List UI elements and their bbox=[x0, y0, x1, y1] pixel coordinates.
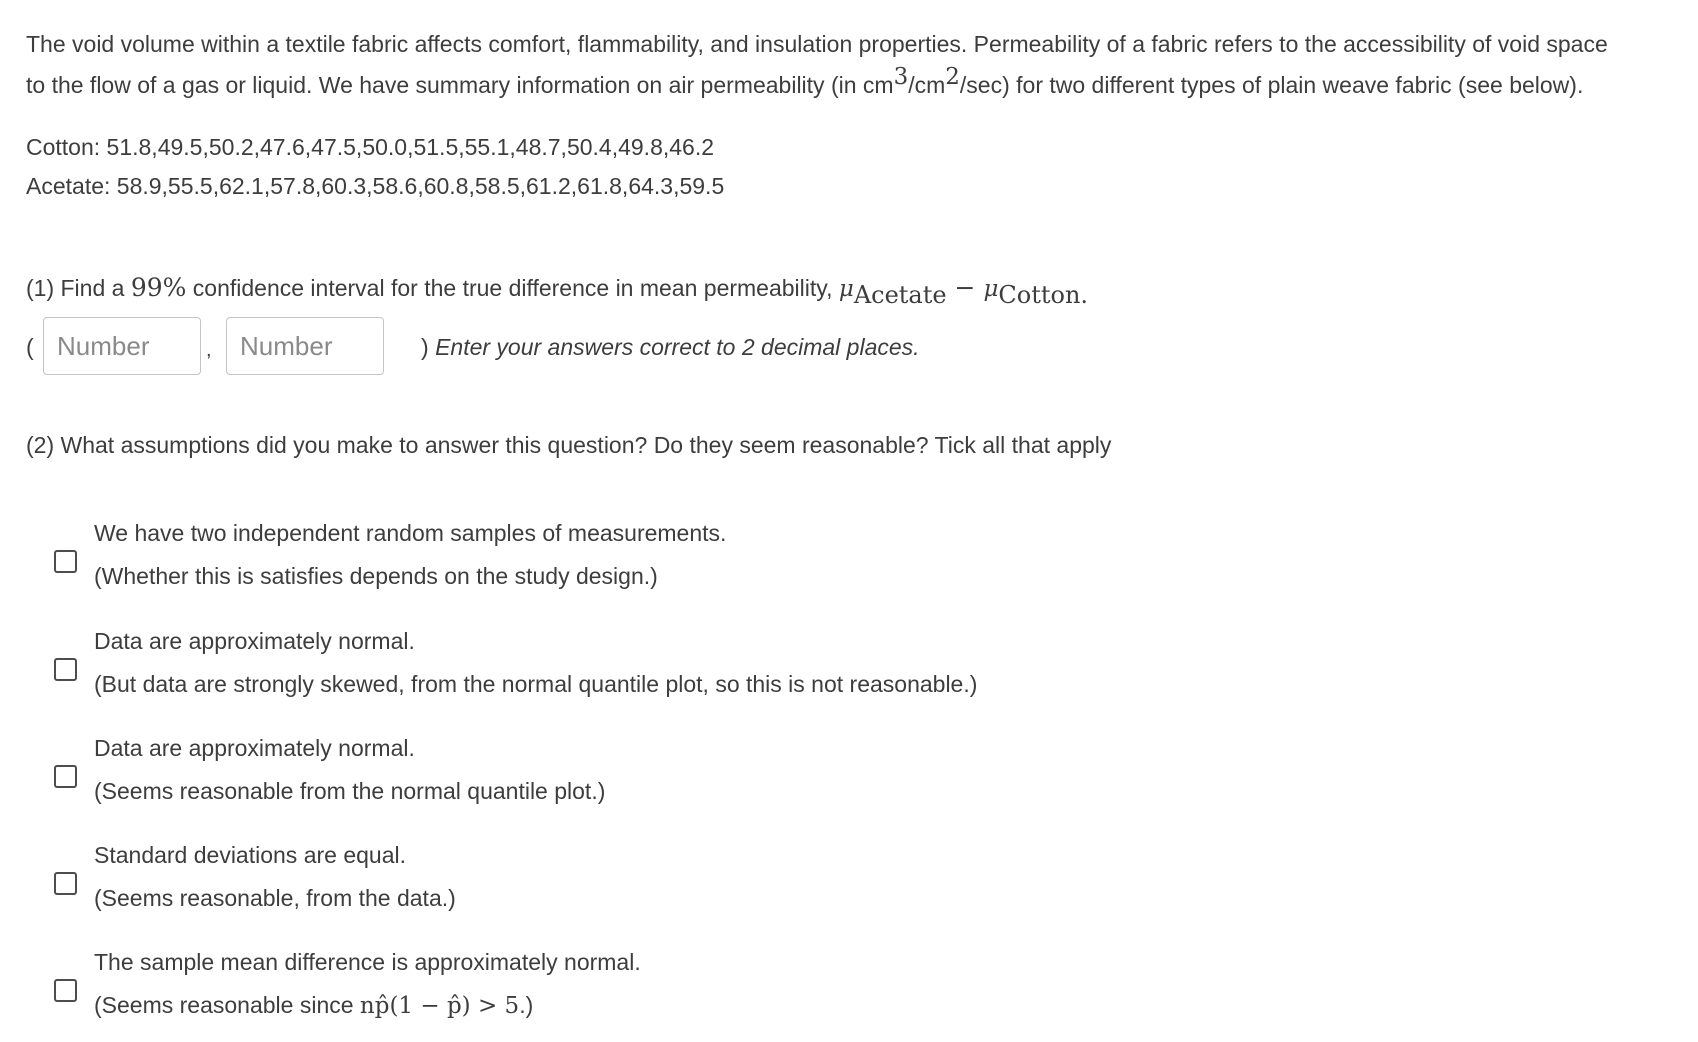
checkbox-mean-difference-normal[interactable] bbox=[54, 979, 77, 1002]
option-title: We have two independent random samples of measurements. bbox=[94, 520, 727, 546]
option-independent-samples[interactable] bbox=[26, 518, 1226, 608]
checkbox-normal-reasonable[interactable] bbox=[54, 765, 77, 788]
confidence-level: 99% bbox=[130, 273, 187, 302]
intro-line-1: The void volume within a textile fabric affects comfort, flammability, and insulation properties. Permeability of a fabric refers to the accessibility of void space bbox=[26, 31, 1608, 57]
acetate-subscript: Acetate bbox=[853, 281, 947, 309]
option-normal-skewed[interactable] bbox=[26, 626, 1226, 716]
acetate-data: Acetate: 58.9,55.5,62.1,57.8,60.3,58.6,60.8,58.5,61.2,61.8,64.3,59.5 bbox=[26, 173, 725, 199]
interval-answer-row bbox=[26, 317, 1226, 379]
option-equal-sd[interactable] bbox=[26, 840, 1226, 930]
mu-cotton-symbol: μ bbox=[983, 276, 999, 302]
option-note-math: np̂(1 − p̂) > 5 bbox=[359, 993, 520, 1019]
intro-line-2-start: to the flow of a gas or liquid. We have summary information on air permeability (in cm bbox=[26, 72, 894, 98]
option-note bbox=[94, 990, 533, 1021]
option-note-suffix: .) bbox=[519, 992, 534, 1018]
decimal-places-hint: Enter your answers correct to 2 decimal places. bbox=[435, 334, 920, 360]
option-title: Data are approximately normal. bbox=[94, 735, 415, 761]
intro-line-2-end: /sec) for two different types of plain weave fabric (see below). bbox=[959, 72, 1584, 98]
checkbox-normal-skewed[interactable] bbox=[54, 658, 77, 681]
mu-acetate-symbol: μ bbox=[838, 276, 854, 302]
lower-bound-input[interactable] bbox=[43, 317, 201, 375]
close-paren: ) bbox=[421, 334, 429, 360]
comma-separator: , bbox=[206, 339, 212, 361]
square-superscript: 2 bbox=[945, 64, 960, 90]
question-2: (2) What assumptions did you make to answer this question? Do they seem reasonable? Tick all that apply bbox=[26, 432, 1112, 458]
option-title: The sample mean difference is approximately normal. bbox=[94, 949, 641, 975]
option-note: (Seems reasonable, from the data.) bbox=[94, 885, 456, 911]
option-note: (Seems reasonable from the normal quantile plot.) bbox=[94, 778, 606, 804]
checkbox-independent-samples[interactable] bbox=[54, 550, 77, 573]
question-1 bbox=[26, 270, 1088, 307]
cotton-subscript: Cotton bbox=[998, 281, 1081, 309]
question-1-prefix: (1) Find a bbox=[26, 275, 131, 301]
option-mean-difference-normal[interactable] bbox=[26, 947, 1226, 1037]
intro-line-2-mid: /cm bbox=[908, 72, 946, 98]
upper-bound-input[interactable] bbox=[226, 317, 384, 375]
option-title: Data are approximately normal. bbox=[94, 628, 415, 654]
intro-paragraph bbox=[26, 24, 1686, 106]
cotton-data: Cotton: 51.8,49.5,50.2,47.6,47.5,50.0,51.5,55.1,48.7,50.4,49.8,46.2 bbox=[26, 134, 715, 160]
option-normal-reasonable[interactable] bbox=[26, 733, 1226, 823]
open-paren: ( bbox=[26, 334, 34, 360]
option-title: Standard deviations are equal. bbox=[94, 842, 406, 868]
answer-hint bbox=[421, 334, 920, 361]
checkbox-equal-sd[interactable] bbox=[54, 872, 77, 895]
option-note: (But data are strongly skewed, from the normal quantile plot, so this is not reasonable.) bbox=[94, 671, 978, 697]
question-1-period: . bbox=[1080, 281, 1089, 309]
option-note-prefix: (Seems reasonable since bbox=[94, 992, 360, 1018]
cubic-superscript: 3 bbox=[893, 64, 909, 90]
question-1-middle: confidence interval for the true difference in mean permeability, bbox=[186, 275, 839, 301]
option-note: (Whether this is satisfies depends on the study design.) bbox=[94, 563, 658, 589]
minus-sign: − bbox=[946, 273, 984, 302]
